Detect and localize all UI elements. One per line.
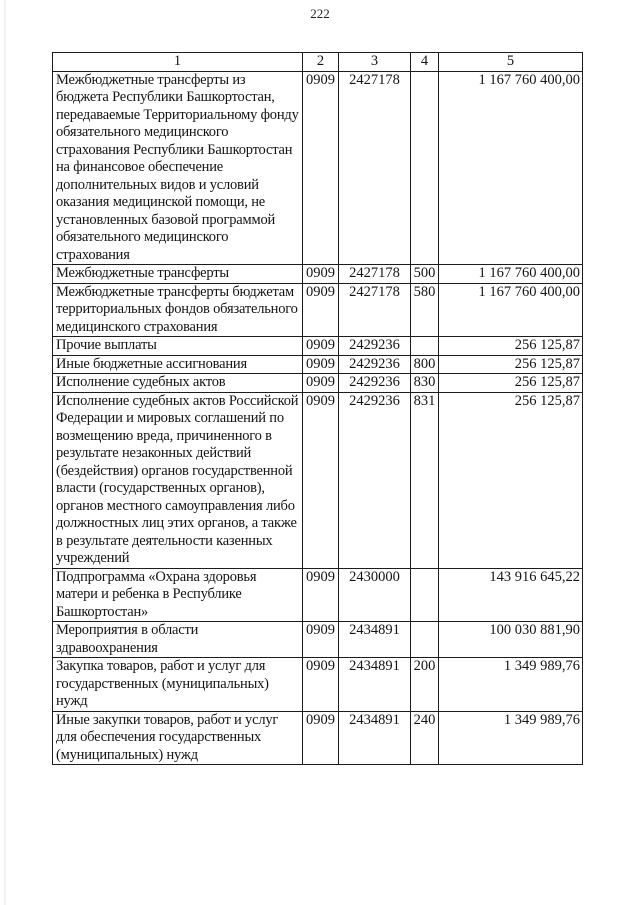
row-section: 0909	[303, 374, 339, 393]
row-target: 2429236	[339, 337, 411, 356]
row-amount: 256 125,87	[439, 392, 583, 568]
table-row	[53, 658, 583, 712]
row-amount: 256 125,87	[439, 337, 583, 356]
header-row	[53, 53, 583, 72]
row-section: 0909	[303, 265, 339, 284]
row-expense-type: 800	[411, 355, 439, 374]
row-amount: 1 167 760 400,00	[439, 71, 583, 265]
row-name: Мероприятия в области здравоохранения	[53, 622, 303, 658]
row-expense-type: 240	[411, 711, 439, 765]
row-name: Межбюджетные трансферты бюджетам территориальных фондов обязательного медицинского страхования	[53, 283, 303, 337]
row-expense-type	[411, 622, 439, 658]
row-name: Прочие выплаты	[53, 337, 303, 356]
row-amount: 1 167 760 400,00	[439, 283, 583, 337]
row-expense-type: 500	[411, 265, 439, 284]
row-amount: 256 125,87	[439, 374, 583, 393]
row-expense-type: 200	[411, 658, 439, 712]
row-target: 2430000	[339, 568, 411, 622]
column-header-expense-type: 4	[411, 53, 439, 72]
row-section: 0909	[303, 568, 339, 622]
row-name: Исполнение судебных актов	[53, 374, 303, 393]
budget-table	[52, 52, 583, 765]
row-section: 0909	[303, 658, 339, 712]
row-name: Межбюджетные трансферты	[53, 265, 303, 284]
row-target: 2427178	[339, 265, 411, 284]
row-expense-type: 830	[411, 374, 439, 393]
row-expense-type	[411, 568, 439, 622]
row-section: 0909	[303, 337, 339, 356]
row-name: Подпрограмма «Охрана здоровья матери и ребенка в Республике Башкортостан»	[53, 568, 303, 622]
page-number: 222	[310, 6, 330, 21]
row-target: 2427178	[339, 71, 411, 265]
row-section: 0909	[303, 622, 339, 658]
scan-edge	[4, 0, 6, 905]
row-section: 0909	[303, 71, 339, 265]
row-section: 0909	[303, 283, 339, 337]
column-header-name: 1	[53, 53, 303, 72]
row-expense-type: 831	[411, 392, 439, 568]
row-name: Иные закупки товаров, работ и услуг для обеспечения государственных (муниципальных) нужд	[53, 711, 303, 765]
row-amount: 143 916 645,22	[439, 568, 583, 622]
table-row	[53, 374, 583, 393]
row-name: Закупка товаров, работ и услуг для государственных (муниципальных) нужд	[53, 658, 303, 712]
column-header-target: 3	[339, 53, 411, 72]
row-name: Исполнение судебных актов Российской Федерации и мировых соглашений по возмещению вреда, причиненного в результате незаконных действий (бездействия) органов государственной власти (государственных органов), органов местного самоуправления либо должностных лиц этих органов, а также в результате деятельности казенных учреждений	[53, 392, 303, 568]
row-section: 0909	[303, 355, 339, 374]
row-target: 2434891	[339, 622, 411, 658]
row-target: 2429236	[339, 392, 411, 568]
table-row	[53, 265, 583, 284]
row-amount: 100 030 881,90	[439, 622, 583, 658]
row-expense-type: 580	[411, 283, 439, 337]
table-row	[53, 711, 583, 765]
row-expense-type	[411, 71, 439, 265]
table-row	[53, 337, 583, 356]
column-header-amount: 5	[439, 53, 583, 72]
row-expense-type	[411, 337, 439, 356]
row-name: Межбюджетные трансферты из бюджета Республики Башкортостан, передаваемые Территориальному фонду обязательного медицинского страхования Республики Башкортостан на финансовое обеспечение дополнительных видов и условий оказания медицинской помощи, не установленных базовой программой обязательного медицинского страхования	[53, 71, 303, 265]
row-target: 2427178	[339, 283, 411, 337]
row-section: 0909	[303, 711, 339, 765]
row-target: 2434891	[339, 711, 411, 765]
row-amount: 1 349 989,76	[439, 711, 583, 765]
row-target: 2434891	[339, 658, 411, 712]
row-target: 2429236	[339, 355, 411, 374]
row-section: 0909	[303, 392, 339, 568]
row-amount: 256 125,87	[439, 355, 583, 374]
table-row	[53, 71, 583, 265]
table-row	[53, 392, 583, 568]
row-target: 2429236	[339, 374, 411, 393]
table-row	[53, 622, 583, 658]
row-amount: 1 167 760 400,00	[439, 265, 583, 284]
row-amount: 1 349 989,76	[439, 658, 583, 712]
table-row	[53, 355, 583, 374]
table-row	[53, 568, 583, 622]
row-name: Иные бюджетные ассигнования	[53, 355, 303, 374]
table-row	[53, 283, 583, 337]
column-header-section: 2	[303, 53, 339, 72]
